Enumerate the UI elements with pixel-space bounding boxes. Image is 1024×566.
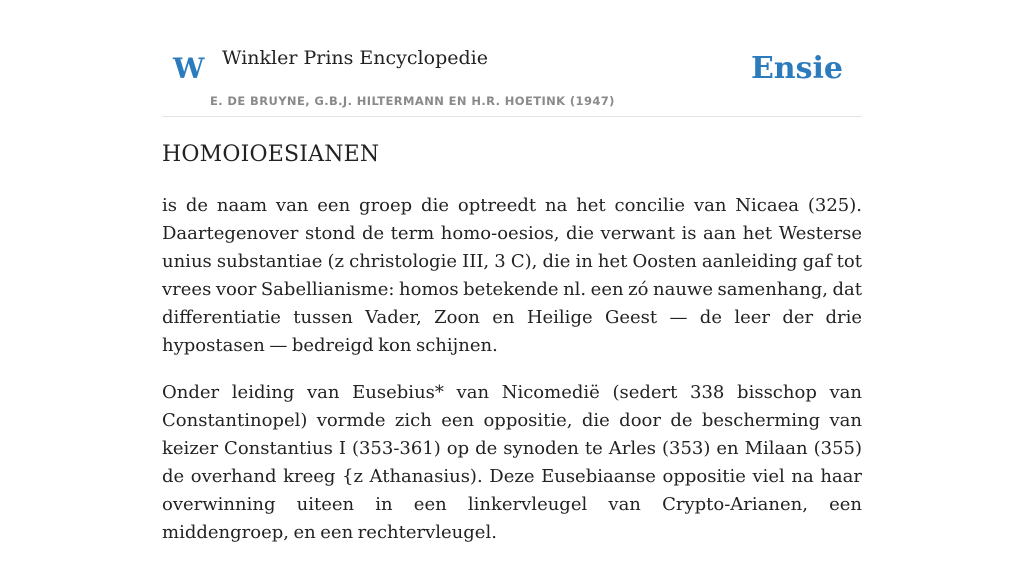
brand-logo[interactable]: Ensie bbox=[750, 51, 843, 86]
entry-title: HOMOIOESIANEN bbox=[162, 142, 380, 167]
publication-authors: E. DE BRUYNE, G.B.J. HILTERMANN EN H.R. HOETINK (1947) bbox=[210, 94, 615, 108]
entry-content bbox=[162, 139, 862, 566]
publication-header bbox=[162, 0, 862, 117]
entry-paragraph: Onder leiding van Eusebius* van Nicomedië (sedert 338 bisschop van Constantinopel) vormde zich een oppositie, die door de bescherming van keizer Constantius I (353-361) op de synoden te Arles (353) en Milaan (355) de overhand kreeg {z Athanasius). Deze Eusebiaanse oppositie viel na haar overwinning uiteen in een linkervleugel van Crypto-Arianen, een middengroep, en een rechtervleugel. bbox=[162, 382, 862, 543]
publication-title[interactable]: Winkler Prins Encyclopedie bbox=[222, 47, 488, 69]
publication-logo-icon[interactable]: W bbox=[173, 52, 205, 85]
entry-paragraph: is de naam van een groep die optreedt na het concilie van Nicaea (325). Daartegenover stond de term homo-oesios, die verwant is aan het Westerse unius substantiae (z christologie III, 3 C), die in het Oosten aanleiding gaf tot vrees voor Sabellianisme: homos betekende nl. een zó nauwe samenhang, dat differentiatie tussen Vader, Zoon en Heilige Geest — de leer der drie hypostasen — bedreigd kon schijnen. bbox=[162, 195, 862, 356]
entry-text bbox=[162, 192, 862, 547]
